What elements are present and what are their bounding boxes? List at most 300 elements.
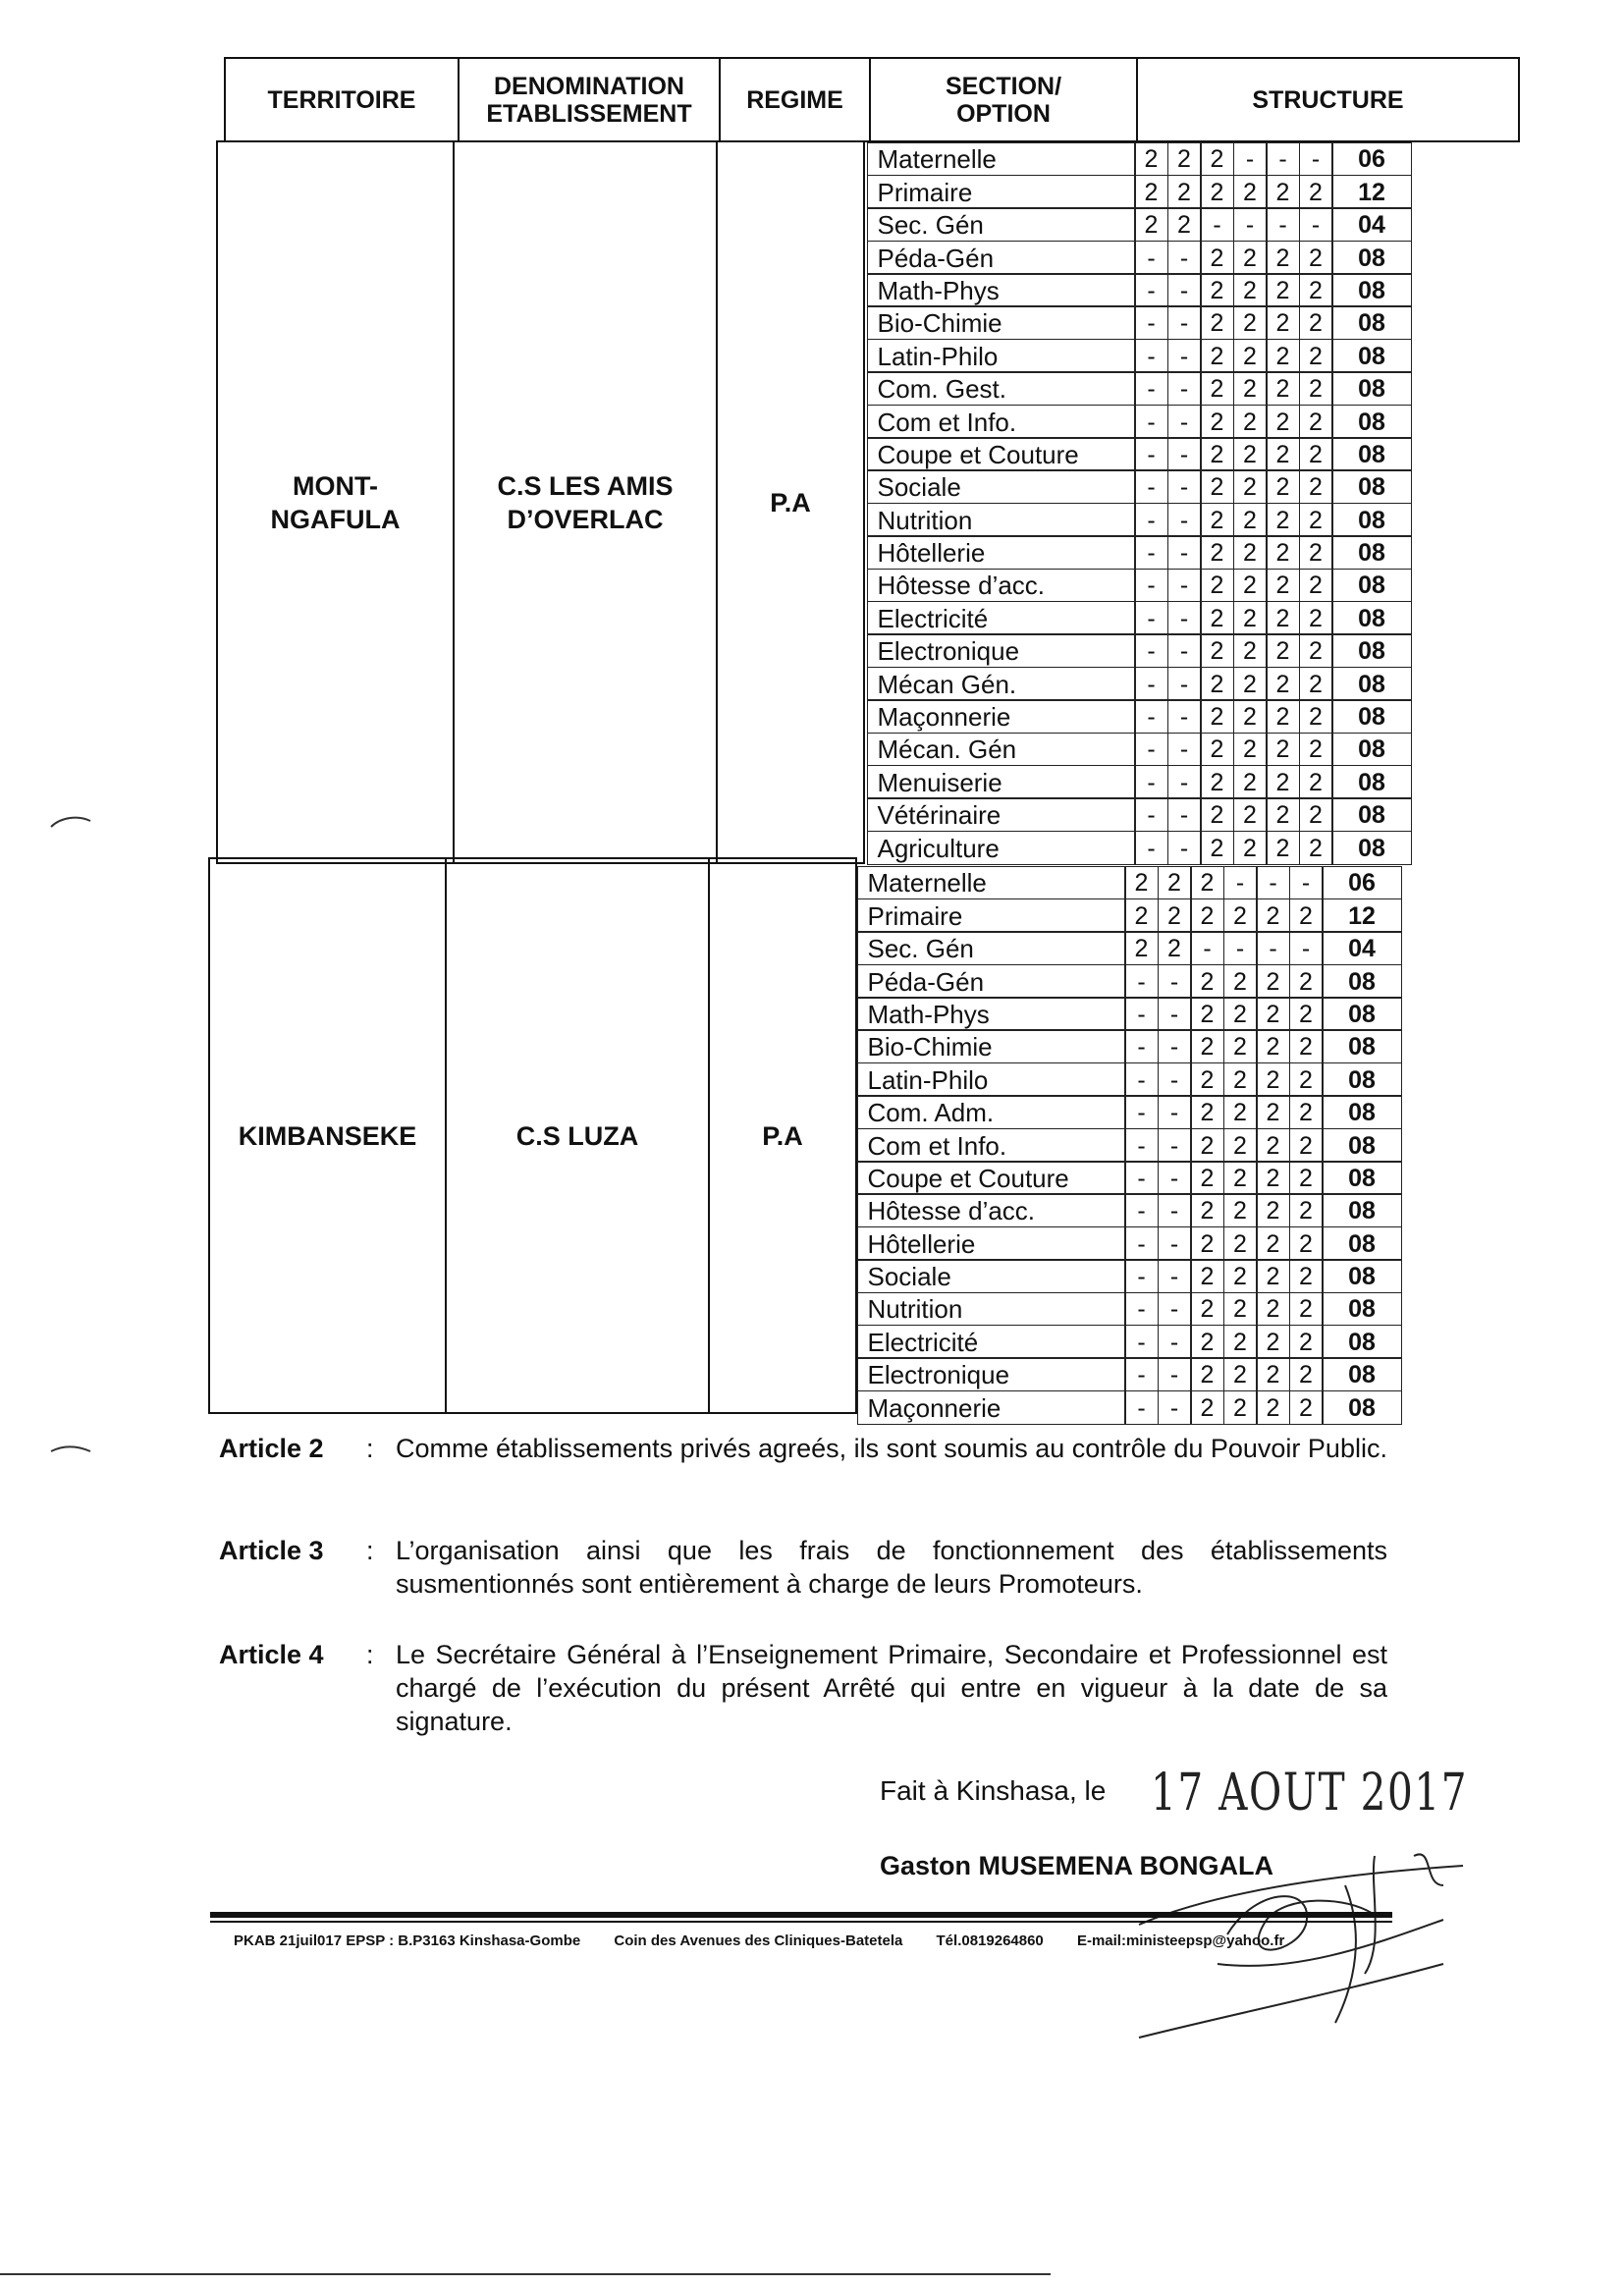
header-territoire [224,57,460,142]
table-row [858,867,1402,899]
table-row [868,143,1412,176]
grade-cell: 2 [1233,371,1268,406]
grade-cell: 2 [1200,601,1234,635]
header-section [869,57,1138,142]
table-row [868,766,1412,798]
header-denomination-line2: ETABLISSEMENT [486,99,692,128]
grade-cell: 2 [1124,898,1159,933]
header-regime [719,57,871,142]
table-row [868,832,1412,864]
grade-cell: - [1167,437,1202,471]
table-row [868,570,1412,602]
grade-cell: 2 [1256,964,1290,999]
grade-cell: 2 [1223,1357,1258,1391]
grade-cell: 2 [1299,241,1333,275]
grade-cell: 2 [1256,1193,1290,1227]
footer-contact [234,1932,1314,1949]
grade-cell: 2 [1299,535,1333,570]
table-row [858,1326,1402,1358]
grade-cell: - [1299,207,1333,242]
grade-cell: 2 [1266,175,1300,209]
grade-cell: 2 [1200,733,1234,767]
grade-cell: 2 [1190,1390,1224,1425]
footer-email: E-mail:ministeepsp@yahoo.fr [1076,1932,1285,1949]
grade-cell: 2 [1223,1226,1258,1261]
grade-cell: - [1167,535,1202,570]
option-name: Bio-Chimie [857,1029,1126,1063]
grade-cell: 2 [1266,469,1300,504]
grade-cell: 2 [1266,437,1300,471]
signature-place: Fait à Kinshasa, le [880,1775,1107,1806]
grade-cell: 2 [1289,1226,1324,1261]
options-table-kimbanseke [858,867,1402,1425]
grade-cell: 2 [1233,601,1268,635]
grade-cell: 2 [1256,1062,1290,1097]
grade-cell: 2 [1200,633,1234,668]
grade-cell: 2 [1233,305,1268,340]
footer-phone: Tél.0819264860 [936,1932,1044,1949]
option-name: Vétérinaire [867,797,1136,832]
grade-cell: 2 [1223,1161,1258,1195]
grade-cell: 2 [1289,898,1324,933]
grade-cell: 2 [1266,797,1300,832]
table-row [868,176,1412,208]
grade-cell: 2 [1266,733,1300,767]
grade-cell: 2 [1256,1161,1290,1195]
grade-cell: 2 [1190,1193,1224,1227]
grade-cell: - [1158,1029,1192,1063]
grade-cell: - [1124,1193,1159,1227]
grade-cell: - [1134,667,1168,701]
total-cell: 08 [1322,964,1402,999]
table-row [858,1227,1402,1260]
total-cell: 06 [1331,142,1412,177]
grade-cell: - [1233,207,1268,242]
grade-cell: 2 [1223,1029,1258,1063]
option-name: Agriculture [867,831,1136,865]
option-name: Electronique [857,1357,1126,1391]
table-row [868,635,1412,668]
total-cell: 08 [1331,305,1412,340]
footer-ref: PKAB 21juil017 EPSP : B.P3163 Kinshasa-Gombe [234,1932,581,1949]
total-cell: 08 [1331,831,1412,865]
option-name: Nutrition [867,503,1136,537]
grade-cell: 2 [1289,1292,1324,1327]
grade-cell: 2 [1289,1357,1324,1391]
total-cell: 08 [1322,1292,1402,1327]
table-row [868,701,1412,734]
grade-cell: 2 [1299,601,1333,635]
grade-cell: - [1134,797,1168,832]
grade-cell: - [1124,1259,1159,1293]
grade-cell: 2 [1233,437,1268,471]
grade-cell: - [1134,339,1168,373]
grade-cell: - [1124,1325,1159,1359]
grade-cell: - [1158,1193,1192,1227]
grade-cell: 2 [1256,1128,1290,1163]
grade-cell: - [1158,1292,1192,1327]
grade-cell: 2 [1223,1259,1258,1293]
header-section-line1: SECTION/ [945,72,1062,100]
regime-value: P.A [770,487,811,517]
table-row [868,406,1412,438]
territoire-line1: MONT- [292,470,378,501]
grade-cell: 2 [1190,997,1224,1031]
total-cell: 08 [1322,1325,1402,1359]
option-name: Nutrition [857,1292,1126,1327]
grade-cell: - [1158,997,1192,1031]
grade-cell: 2 [1223,1193,1258,1227]
option-name: Hôtesse d’acc. [867,569,1136,603]
grade-cell: - [1200,207,1234,242]
scan-mark [49,1440,92,1459]
total-cell: 08 [1331,437,1412,471]
grade-cell: - [1223,866,1258,900]
grade-cell: 2 [1266,699,1300,734]
table-row [868,439,1412,471]
header-structure [1136,57,1520,142]
option-name: Maternelle [857,866,1126,900]
grade-cell: 2 [1266,371,1300,406]
grade-cell: 2 [1299,733,1333,767]
option-name: Maternelle [867,142,1136,177]
grade-cell: 2 [1200,469,1234,504]
grade-cell: - [1256,866,1290,900]
total-cell: 08 [1331,371,1412,406]
grade-cell: 2 [1266,405,1300,439]
table-row [858,1129,1402,1162]
option-name: Primaire [857,898,1126,933]
option-name: Péda-Gén [867,241,1136,275]
total-cell: 08 [1331,503,1412,537]
grade-cell: 2 [1266,241,1300,275]
grade-cell: - [1158,1390,1192,1425]
header-denomination [458,57,721,142]
grade-cell: - [1134,601,1168,635]
total-cell: 08 [1322,997,1402,1031]
grade-cell: 2 [1233,569,1268,603]
table-row [868,668,1412,700]
table-row [858,899,1402,932]
grade-cell: - [1134,371,1168,406]
grade-cell: - [1266,207,1300,242]
grade-cell: 2 [1299,405,1333,439]
grade-cell: 2 [1158,931,1192,965]
handwritten-signature [1119,1826,1492,2082]
grade-cell: 2 [1190,898,1224,933]
grade-cell: - [1134,831,1168,865]
total-cell: 08 [1331,667,1412,701]
grade-cell: 2 [1299,633,1333,668]
grade-cell: 2 [1299,305,1333,340]
signature-date-stamp: 17 AOUT 2017 [1151,1764,1469,1823]
grade-cell: 2 [1158,866,1192,900]
grade-cell: 2 [1256,1029,1290,1063]
grade-cell: 2 [1223,997,1258,1031]
footer-rule-thin [210,1921,1392,1923]
total-cell: 08 [1322,1193,1402,1227]
table-row [868,242,1412,274]
grade-cell: 2 [1233,469,1268,504]
grade-cell: 2 [1124,866,1159,900]
grade-cell: 2 [1299,371,1333,406]
grade-cell: - [1167,569,1202,603]
option-name: Sec. Gén [857,931,1126,965]
grade-cell: 2 [1299,797,1333,832]
grade-cell: 2 [1233,535,1268,570]
table-row [858,965,1402,998]
grade-cell: 2 [1266,765,1300,799]
grade-cell: 2 [1134,142,1168,177]
grade-cell: 2 [1167,175,1202,209]
grade-cell: - [1167,765,1202,799]
table-row [858,1195,1402,1227]
grade-cell: - [1158,1357,1192,1391]
option-name: Sociale [857,1259,1126,1293]
grade-cell: 2 [1266,633,1300,668]
grade-cell: - [1289,931,1324,965]
total-cell: 12 [1331,175,1412,209]
grade-cell: - [1167,601,1202,635]
article-4 [219,1638,1397,1756]
grade-cell: 2 [1289,1029,1324,1063]
option-name: Latin-Philo [867,339,1136,373]
option-name: Sociale [867,469,1136,504]
grade-cell: 2 [1299,503,1333,537]
grade-cell: - [1223,931,1258,965]
table-row [868,471,1412,504]
grade-cell: - [1158,1062,1192,1097]
grade-cell: - [1134,405,1168,439]
total-cell: 08 [1331,535,1412,570]
total-cell: 08 [1322,1226,1402,1261]
grade-cell: 2 [1200,175,1234,209]
etablissement-cell [453,140,718,864]
grade-cell: 2 [1256,1390,1290,1425]
grade-cell: - [1134,733,1168,767]
table-row [868,340,1412,372]
grade-cell: 2 [1200,699,1234,734]
grade-cell: 2 [1190,1226,1224,1261]
total-cell: 08 [1322,1062,1402,1097]
option-name: Mécan. Gén [867,733,1136,767]
grade-cell: - [1167,339,1202,373]
grade-cell: - [1167,733,1202,767]
total-cell: 08 [1331,765,1412,799]
table-row [858,999,1402,1031]
table-row [858,1293,1402,1326]
grade-cell: - [1124,1390,1159,1425]
grade-cell: 2 [1233,765,1268,799]
grade-cell: - [1134,765,1168,799]
grade-cell: - [1256,931,1290,965]
grade-cell: - [1134,503,1168,537]
article-colon: : [366,1640,374,1669]
grade-cell: 2 [1289,1062,1324,1097]
grade-cell: - [1134,273,1168,307]
table-row [858,1163,1402,1195]
grade-cell: 2 [1299,667,1333,701]
grade-cell: 2 [1167,207,1202,242]
grade-cell: - [1289,866,1324,900]
option-name: Com. Gest. [867,371,1136,406]
grade-cell: 2 [1266,273,1300,307]
total-cell: 08 [1322,1390,1402,1425]
option-name: Math-Phys [857,997,1126,1031]
option-name: Sec. Gén [867,207,1136,242]
territoire-cell [208,857,447,1414]
regime-cell [708,857,857,1414]
grade-cell: 2 [1124,931,1159,965]
grade-cell: 2 [1299,831,1333,865]
grade-cell: - [1167,273,1202,307]
grade-cell: - [1167,503,1202,537]
table-row [868,209,1412,242]
table-row [868,307,1412,340]
grade-cell: - [1233,142,1268,177]
grade-cell: 2 [1256,997,1290,1031]
total-cell: 08 [1331,273,1412,307]
grade-cell: 2 [1190,1029,1224,1063]
grade-cell: 2 [1200,437,1234,471]
grade-cell: 2 [1190,866,1224,900]
article-3 [219,1534,1397,1612]
grade-cell: 2 [1256,1095,1290,1129]
table-row [858,1359,1402,1391]
grade-cell: 2 [1266,601,1300,635]
grade-cell: - [1158,964,1192,999]
table-row [858,1391,1402,1424]
footer-address: Coin des Avenues des Cliniques-Batetela [614,1932,903,1949]
grade-cell: 2 [1223,898,1258,933]
grade-cell: 2 [1223,1390,1258,1425]
article-label: Article 2 [219,1434,324,1463]
territoire-cell [216,140,455,864]
grade-cell: 2 [1223,1292,1258,1327]
option-name: Com. Adm. [857,1095,1126,1129]
grade-cell: - [1158,1226,1192,1261]
grade-cell: 2 [1289,1325,1324,1359]
table-row [868,602,1412,634]
grade-cell: - [1266,142,1300,177]
grade-cell: - [1134,633,1168,668]
grade-cell: - [1134,569,1168,603]
grade-cell: 2 [1233,339,1268,373]
etablissement-line2: D’OVERLAC [507,504,664,534]
header-regime-label: REGIME [746,85,843,114]
grade-cell: - [1134,535,1168,570]
grade-cell: - [1124,1062,1159,1097]
grade-cell: 2 [1289,1390,1324,1425]
option-name: Electronique [867,633,1136,668]
grade-cell: - [1190,931,1224,965]
grade-cell: 2 [1167,142,1202,177]
grade-cell: - [1167,831,1202,865]
grade-cell: - [1167,633,1202,668]
total-cell: 08 [1331,601,1412,635]
grade-cell: 2 [1200,535,1234,570]
option-name: Coupe et Couture [867,437,1136,471]
grade-cell: 2 [1200,503,1234,537]
grade-cell: 2 [1266,503,1300,537]
option-name: Latin-Philo [857,1062,1126,1097]
total-cell: 12 [1322,898,1402,933]
header-territoire-label: TERRITOIRE [267,85,416,114]
grade-cell: 2 [1289,1193,1324,1227]
grade-cell: 2 [1200,273,1234,307]
grade-cell: - [1158,1259,1192,1293]
total-cell: 08 [1331,241,1412,275]
total-cell: 04 [1331,207,1412,242]
table-row [858,1063,1402,1096]
scan-mark [49,813,92,833]
grade-cell: 2 [1256,1292,1290,1327]
grade-cell: 2 [1200,797,1234,832]
grade-cell: 2 [1200,667,1234,701]
grade-cell: - [1299,142,1333,177]
grade-cell: 2 [1200,405,1234,439]
grade-cell: - [1158,1325,1192,1359]
grade-cell: 2 [1266,569,1300,603]
option-name: Coupe et Couture [857,1161,1126,1195]
grade-cell: 2 [1190,1161,1224,1195]
article-text: Le Secrétaire Général à l’Enseignement Primaire, Secondaire et Professionnel est chargé de l’exécution du présent Arrêté qui entre en vigueur à la date de sa signature. [396,1640,1387,1736]
grade-cell: 2 [1223,964,1258,999]
grade-cell: - [1167,469,1202,504]
grade-cell: 2 [1233,405,1268,439]
grade-cell: - [1158,1128,1192,1163]
option-name: Electricité [867,601,1136,635]
grade-cell: 2 [1233,503,1268,537]
option-name: Hôtellerie [857,1226,1126,1261]
total-cell: 08 [1322,1095,1402,1129]
grade-cell: - [1134,469,1168,504]
article-text: L’organisation ainsi que les frais de fonctionnement des établissements susmentionnés sont entièrement à charge de leurs Promoteurs. [396,1536,1387,1599]
table-row [868,799,1412,832]
option-name: Primaire [867,175,1136,209]
option-name: Com et Info. [857,1128,1126,1163]
grade-cell: 2 [1256,1325,1290,1359]
option-name: Menuiserie [867,765,1136,799]
total-cell: 08 [1331,633,1412,668]
header-denomination-line1: DENOMINATION [494,72,684,100]
grade-cell: 2 [1223,1128,1258,1163]
grade-cell: 2 [1233,667,1268,701]
article-label: Article 3 [219,1536,324,1565]
grade-cell: 2 [1200,569,1234,603]
total-cell: 04 [1322,931,1402,965]
grade-cell: - [1134,241,1168,275]
grade-cell: - [1124,1226,1159,1261]
article-label: Article 4 [219,1640,324,1669]
grade-cell: 2 [1200,305,1234,340]
signatory-name: Gaston MUSEMENA BONGALA [880,1851,1274,1880]
etablissement-cell [445,857,710,1414]
grade-cell: 2 [1266,667,1300,701]
grade-cell: 2 [1190,1357,1224,1391]
grade-cell: 2 [1233,699,1268,734]
grade-cell: - [1124,1128,1159,1163]
total-cell: 08 [1331,405,1412,439]
grade-cell: - [1124,1029,1159,1063]
grade-cell: 2 [1233,831,1268,865]
total-cell: 08 [1331,469,1412,504]
grade-cell: 2 [1190,1128,1224,1163]
grade-cell: 2 [1299,273,1333,307]
grade-cell: 2 [1200,831,1234,865]
grade-cell: 2 [1190,1259,1224,1293]
table-row [858,1097,1402,1129]
